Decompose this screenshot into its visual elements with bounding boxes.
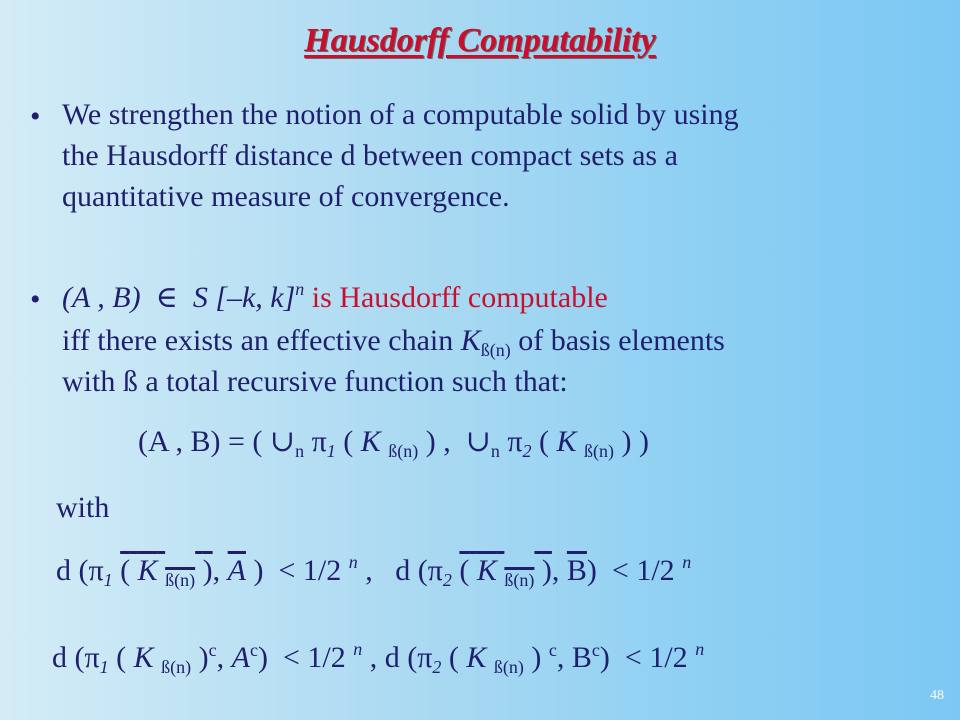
eq-end: ) ) xyxy=(621,425,650,458)
comma: , xyxy=(551,554,560,587)
union-symbol: ∪ xyxy=(269,425,296,458)
paren-open: ( xyxy=(448,641,459,674)
K-symbol: K xyxy=(476,554,497,587)
union-sub-n: n xyxy=(490,441,500,461)
exp-n: n xyxy=(348,552,358,572)
pi-sub-1: 1 xyxy=(103,570,113,590)
closure-A: $\overline{A}$ xyxy=(227,554,246,587)
K-symbol: K xyxy=(556,425,577,458)
K-symbol: K xyxy=(360,425,381,458)
paren-open: ( xyxy=(539,425,550,458)
exp-n: n xyxy=(695,639,705,659)
comma: , xyxy=(556,641,565,674)
d-pi: d (π xyxy=(395,554,443,587)
pi-symbol: π xyxy=(507,425,523,458)
page-number: 48 xyxy=(930,688,944,703)
beta-n-sub: ß(n) xyxy=(388,441,419,461)
bullet-1-line-1: We strengthen the notion of a computable solid by using xyxy=(62,98,739,131)
iff-pre: iff there exists an effective chain xyxy=(62,324,454,357)
less-than-bound: < 1/2 xyxy=(624,641,688,674)
union-symbol: ∪ xyxy=(465,425,491,458)
iff-post: of basis elements xyxy=(518,324,725,357)
paren-close: ) xyxy=(198,641,209,674)
B-symbol: B xyxy=(571,641,592,674)
comma: , xyxy=(365,554,373,587)
pi-sub-1: 1 xyxy=(99,657,109,677)
union-sub-n: n xyxy=(295,441,305,461)
iff-line xyxy=(62,324,725,360)
bullet-2-statement xyxy=(62,279,608,314)
paren-close: ) xyxy=(541,554,552,587)
element-of-symbol: ∈ xyxy=(155,281,178,314)
paren-close: ) xyxy=(599,641,610,674)
beta-n-sub: ß(n) xyxy=(165,570,196,590)
less-than-bound: < 1/2 xyxy=(611,554,675,587)
pi-sub-1: 1 xyxy=(326,441,336,461)
exp-n: n xyxy=(353,639,363,659)
complement-c: c xyxy=(249,640,258,660)
condition-closure xyxy=(56,552,692,590)
exponent-n: n xyxy=(295,279,305,299)
beta-n-sub: ß(n) xyxy=(493,657,524,677)
A-symbol: A xyxy=(231,641,250,674)
pi-sub-2: 2 xyxy=(442,570,452,590)
paren-close: ) xyxy=(586,554,597,587)
paren-close: ) xyxy=(202,554,213,587)
K-symbol: K xyxy=(133,641,154,674)
hausdorff-computable-text: is Hausdorff computable xyxy=(311,281,608,314)
K-symbol: K xyxy=(137,554,158,587)
closure-pi1-K xyxy=(120,554,213,590)
paren-close: ) xyxy=(253,554,264,587)
bullet-1-line-3: quantitative measure of convergence. xyxy=(62,180,510,213)
pi-sub-2: 2 xyxy=(522,441,532,461)
equation-AB xyxy=(138,425,650,461)
complement-c: c xyxy=(591,640,600,660)
bullet-1-marker: • xyxy=(30,100,41,133)
with-label: with xyxy=(56,491,110,524)
comma: , xyxy=(369,641,378,674)
K-symbol: K xyxy=(466,641,487,674)
bullet-2-marker: • xyxy=(30,283,41,316)
beta-n-sub: ß(n) xyxy=(480,340,511,360)
comma: , xyxy=(443,425,451,458)
beta-n-sub: ß(n) xyxy=(584,441,615,461)
paren-open: ( xyxy=(116,641,127,674)
K-symbol: K xyxy=(460,324,481,357)
slide-title: Hausdorff Computability xyxy=(304,22,656,59)
complement-c: c xyxy=(548,640,557,660)
paren-close: ) xyxy=(257,641,268,674)
paren-open: ( xyxy=(120,554,131,587)
d-pi: d (π xyxy=(384,641,433,674)
paren-close: ) xyxy=(531,641,542,674)
pi-sub-2: 2 xyxy=(432,657,442,677)
with-beta-line: with ß a total recursive function such that: xyxy=(62,365,568,398)
complement-c: c xyxy=(208,640,217,660)
comma: , xyxy=(216,641,225,674)
paren-open: ( xyxy=(459,554,470,587)
closure-pi2-K xyxy=(459,554,552,590)
condition-complement xyxy=(52,639,705,677)
pair-AB: (A , B) xyxy=(62,281,141,314)
paren-open: ( xyxy=(343,425,354,458)
d-pi: d (π xyxy=(52,641,100,674)
eq-lhs: (A , B) = ( xyxy=(138,425,263,458)
less-than-bound: < 1/2 xyxy=(282,641,346,674)
pi-symbol: π xyxy=(311,425,327,458)
paren-close: ) xyxy=(425,425,436,458)
beta-n-sub: ß(n) xyxy=(161,657,192,677)
less-than-bound: < 1/2 xyxy=(278,554,342,587)
exp-n: n xyxy=(682,552,692,572)
closure-B: $\overline{B}$ xyxy=(566,554,587,587)
space-S: S [–k, k] xyxy=(192,281,296,314)
d-pi: d (π xyxy=(56,554,104,587)
beta-n-sub: ß(n) xyxy=(504,570,535,590)
bullet-1-line-2: the Hausdorff distance d between compact sets as a xyxy=(62,139,678,172)
comma: , xyxy=(212,554,221,587)
